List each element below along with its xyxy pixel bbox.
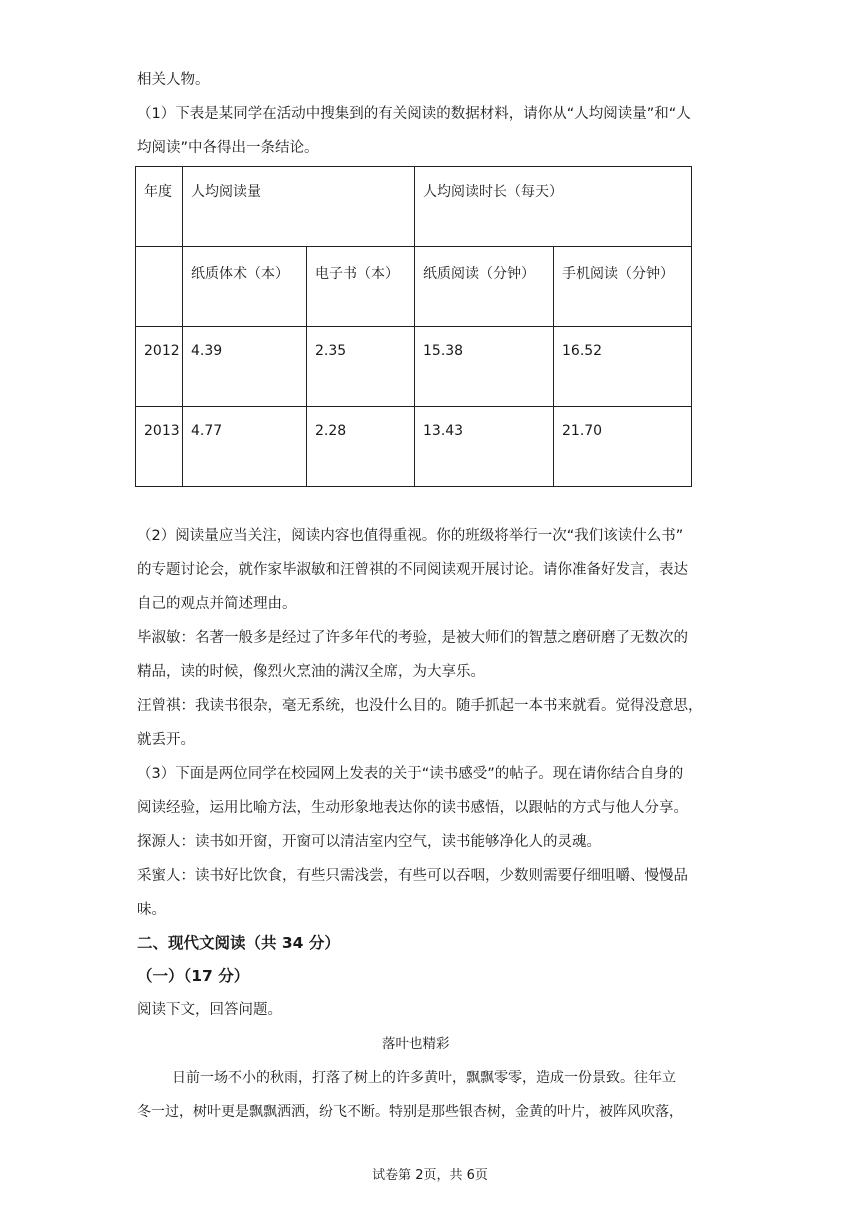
subheader-paper-reading: 纸质阅读（分钟） xyxy=(415,247,554,327)
tanyuanren-post: 探源人：读书如开窗，开窗可以清洁室内空气，读书能够净化人的灵魂。 xyxy=(137,834,601,850)
caimiren-post-line-1: 采蜜人：读书好比饮食，有些只需浅尝，有些可以吞咽，少数则需要仔细咀嚼、慢慢品 xyxy=(137,868,688,884)
subheader-year xyxy=(136,247,183,327)
subheader-paper-books: 纸质体术（本） xyxy=(183,247,307,327)
question-2-line-3: 自己的观点并简述理由。 xyxy=(137,596,297,612)
cell-year: 2013 xyxy=(136,407,183,487)
bi-shumin-quote-line-2: 精品，读的时候，像烈火烹油的满汉全席，为大享乐。 xyxy=(137,664,485,680)
cell-phone-reading: 21.70 xyxy=(554,407,692,487)
subsection-1-title: （一）（17 分） xyxy=(137,967,250,985)
bi-shumin-quote-line-1: 毕淑敏：名著一般多是经过了许多年代的考验，是被大师们的智慧之磨研磨了无数次的 xyxy=(137,630,688,646)
question-1-line-2: 均阅读”中各得出一条结论。 xyxy=(137,140,319,156)
question-2-line-1: （2）阅读量应当关注，阅读内容也值得重视。你的班级将举行一次“我们该读什么书” xyxy=(137,528,684,544)
table-row xyxy=(136,407,692,487)
page-footer: 试卷第 2页，共 6页 xyxy=(372,1168,488,1183)
question-3-line-2: 阅读经验，运用比喻方法，生动形象地表达你的读书感悟，以跟帖的方式与他人分享。 xyxy=(137,800,688,816)
cell-year: 2012 xyxy=(136,327,183,407)
table-row xyxy=(136,327,692,407)
article-line-2: 冬一过，树叶更是飘飘洒洒，纷飞不断。特别是那些银杏树，金黄的叶片，被阵风吹落， xyxy=(137,1104,683,1120)
section-2-title: 二、现代文阅读（共 34 分） xyxy=(137,934,340,952)
reading-data-table xyxy=(135,166,692,487)
cell-ebooks: 2.28 xyxy=(307,407,415,487)
table-subheader-row xyxy=(136,247,692,327)
cell-ebooks: 2.35 xyxy=(307,327,415,407)
cell-paper-books: 4.39 xyxy=(183,327,307,407)
text-line-top: 相关人物。 xyxy=(137,72,210,88)
wang-zengqi-quote-line-1: 汪曾祺：我读书很杂，毫无系统，也没什么目的。随手抓起一本书来就看。觉得没意思， xyxy=(137,698,703,714)
caimiren-post-line-2: 味。 xyxy=(137,902,166,918)
article-title: 落叶也精彩 xyxy=(382,1036,450,1052)
cell-paper-reading: 13.43 xyxy=(415,407,554,487)
question-1-line-1: （1）下表是某同学在活动中搜集到的有关阅读的数据材料，请你从“人均阅读量”和“人 xyxy=(137,106,691,122)
header-duration: 人均阅读时长（每天） xyxy=(415,167,692,247)
question-2-line-2: 的专题讨论会，就作家毕淑敏和汪曾祺的不同阅读观开展讨论。请你准备好发言，表达 xyxy=(137,562,688,578)
header-year: 年度 xyxy=(136,167,183,247)
subheader-ebooks: 电子书（本） xyxy=(307,247,415,327)
cell-paper-books: 4.77 xyxy=(183,407,307,487)
question-3-line-1: （3）下面是两位同学在校园网上发表的关于“读书感受”的帖子。现在请你结合自身的 xyxy=(137,766,684,782)
article-line-1: 日前一场不小的秋雨，打落了树上的许多黄叶，飘飘零零，造成一份景致。往年立 xyxy=(172,1070,676,1086)
header-volume: 人均阅读量 xyxy=(183,167,415,247)
wang-zengqi-quote-line-2: 就丢开。 xyxy=(137,732,195,748)
reading-instruction: 阅读下文，回答问题。 xyxy=(137,1002,282,1018)
cell-phone-reading: 16.52 xyxy=(554,327,692,407)
cell-paper-reading: 15.38 xyxy=(415,327,554,407)
subheader-phone-reading: 手机阅读（分钟） xyxy=(554,247,692,327)
table-header-row xyxy=(136,167,692,247)
